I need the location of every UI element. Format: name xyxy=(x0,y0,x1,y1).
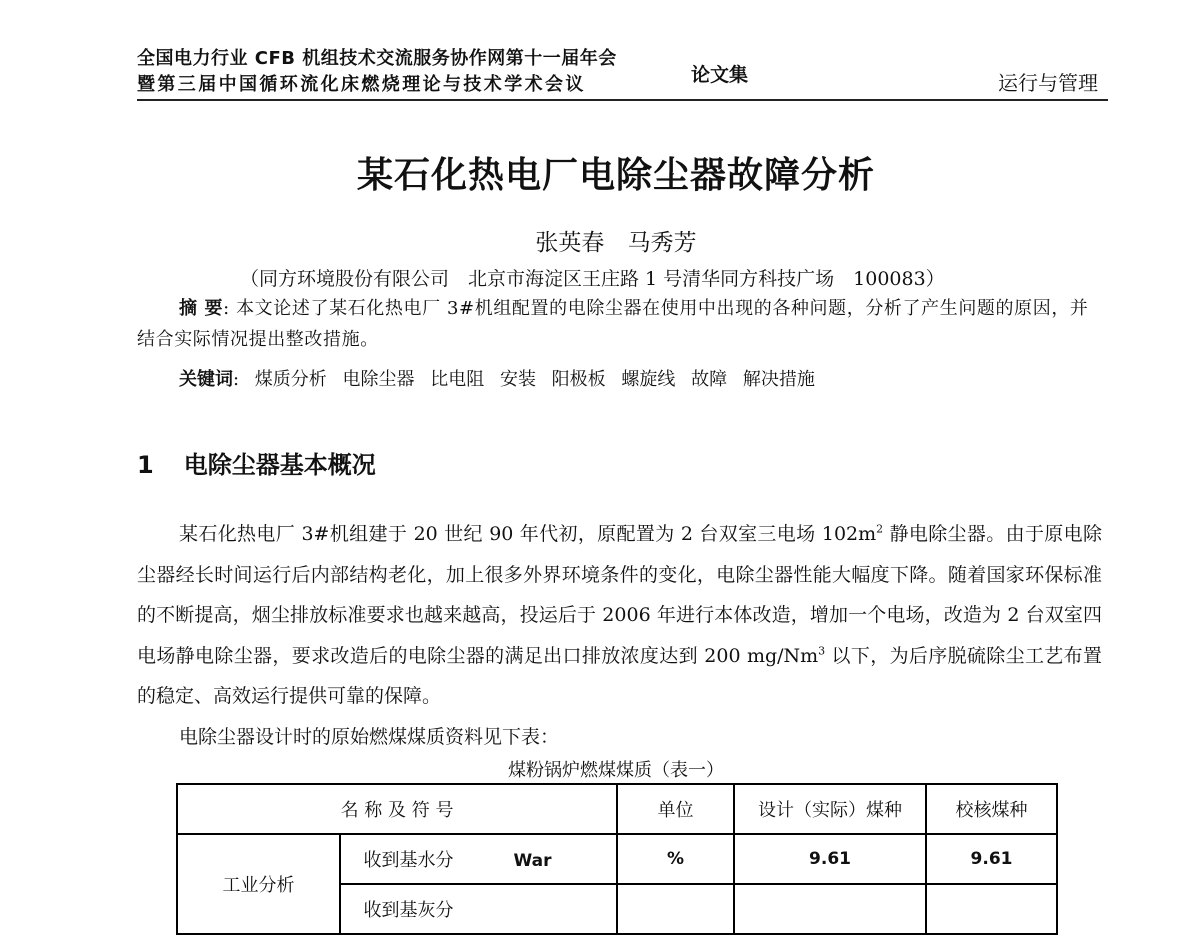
table-header-row xyxy=(177,784,1057,834)
paragraph-1-part-c: 以下，为后序脱硫除尘工艺布置的稳定、高效运行提供可靠的保障。 xyxy=(137,644,1102,707)
design-value-cell xyxy=(734,884,926,934)
superscript-2: 2 xyxy=(876,522,884,536)
header-design-coal: 设计（实际）煤种 xyxy=(734,784,926,834)
abstract xyxy=(137,293,1097,355)
collection-label: 论文集 xyxy=(691,64,749,86)
header-check-coal: 校核煤种 xyxy=(926,784,1057,834)
unit-cell xyxy=(617,884,734,934)
unit-cell: % xyxy=(617,834,734,884)
conference-name-line1: 全国电力行业 CFB 机组技术交流服务协作网第十一届年会 xyxy=(137,48,617,69)
conference-name-line2: 暨第三届中国循环流化床燃烧理论与技术学术会议 xyxy=(137,74,586,95)
abstract-label: 摘 要 xyxy=(179,298,224,319)
header-unit: 单位 xyxy=(617,784,734,834)
coal-quality-table xyxy=(176,783,1058,935)
paper-title: 某石化热电厂电除尘器故障分析 xyxy=(356,155,875,196)
paragraph-2: 电除尘器设计时的原始燃煤煤质资料见下表： xyxy=(179,725,560,748)
keywords xyxy=(179,365,815,391)
superscript-3: 3 xyxy=(818,644,826,658)
paragraph-1 xyxy=(137,514,1102,717)
header-rule xyxy=(137,99,1108,101)
table-row xyxy=(177,834,1057,884)
section-body xyxy=(137,514,1102,757)
section-label: 运行与管理 xyxy=(998,71,1098,95)
keywords-label: 关键词 xyxy=(179,369,233,390)
check-value-cell: 9.61 xyxy=(926,834,1057,884)
paper-affiliation: （同方环境股份有限公司 北京市海淀区王庄路 1 号清华同方科技广场 100083） xyxy=(240,268,945,290)
header-name-symbol: 名 称 及 符 号 xyxy=(177,784,617,834)
paper-authors: 张英春 马秀芳 xyxy=(535,230,697,256)
row-name: 收到基灰分 xyxy=(363,900,454,921)
section-heading xyxy=(137,445,376,480)
group-cell: 工业分析 xyxy=(177,834,340,934)
table-caption: 煤粉锅炉燃煤煤质（表一） xyxy=(508,760,724,781)
section-number: 1 xyxy=(137,451,154,479)
check-value-cell xyxy=(926,884,1057,934)
section-title: 电除尘器基本概况 xyxy=(183,451,376,479)
abstract-text: : 本文论述了某石化热电厂 3#机组配置的电除尘器在使用中出现的各种问题，分析了产生问题的原因，并结合实际情况提出整改措施。 xyxy=(137,298,1089,350)
row-name: 收到基水分 xyxy=(363,850,454,871)
design-value-cell: 9.61 xyxy=(734,834,926,884)
name-cell xyxy=(340,834,617,884)
paragraph-1-part-a: 某石化热电厂 3#机组建于 20 世纪 90 年代初，原配置为 2 台双室三电场 102m xyxy=(179,523,877,545)
name-cell xyxy=(340,884,617,934)
keywords-text: : 煤质分析 电除尘器 比电阻 安装 阳极板 螺旋线 故障 解决措施 xyxy=(233,369,815,390)
row-symbol: War xyxy=(513,851,552,871)
paragraph-1-part-b: 静电除尘器。由于原电除尘器经长时间运行后内部结构老化，加上很多外界环境条件的变化，电除尘器性能大幅度下降。随着国家环保标准的不断提高，烟尘排放标准要求也越来越高，投运后于 2006 年进行本体改造，增加一个电场，改造为 2 台双室四电场静电除尘器，要求改造后的电除尘器的满足出口排放浓度达到 200 mg/Nm xyxy=(137,523,1102,667)
